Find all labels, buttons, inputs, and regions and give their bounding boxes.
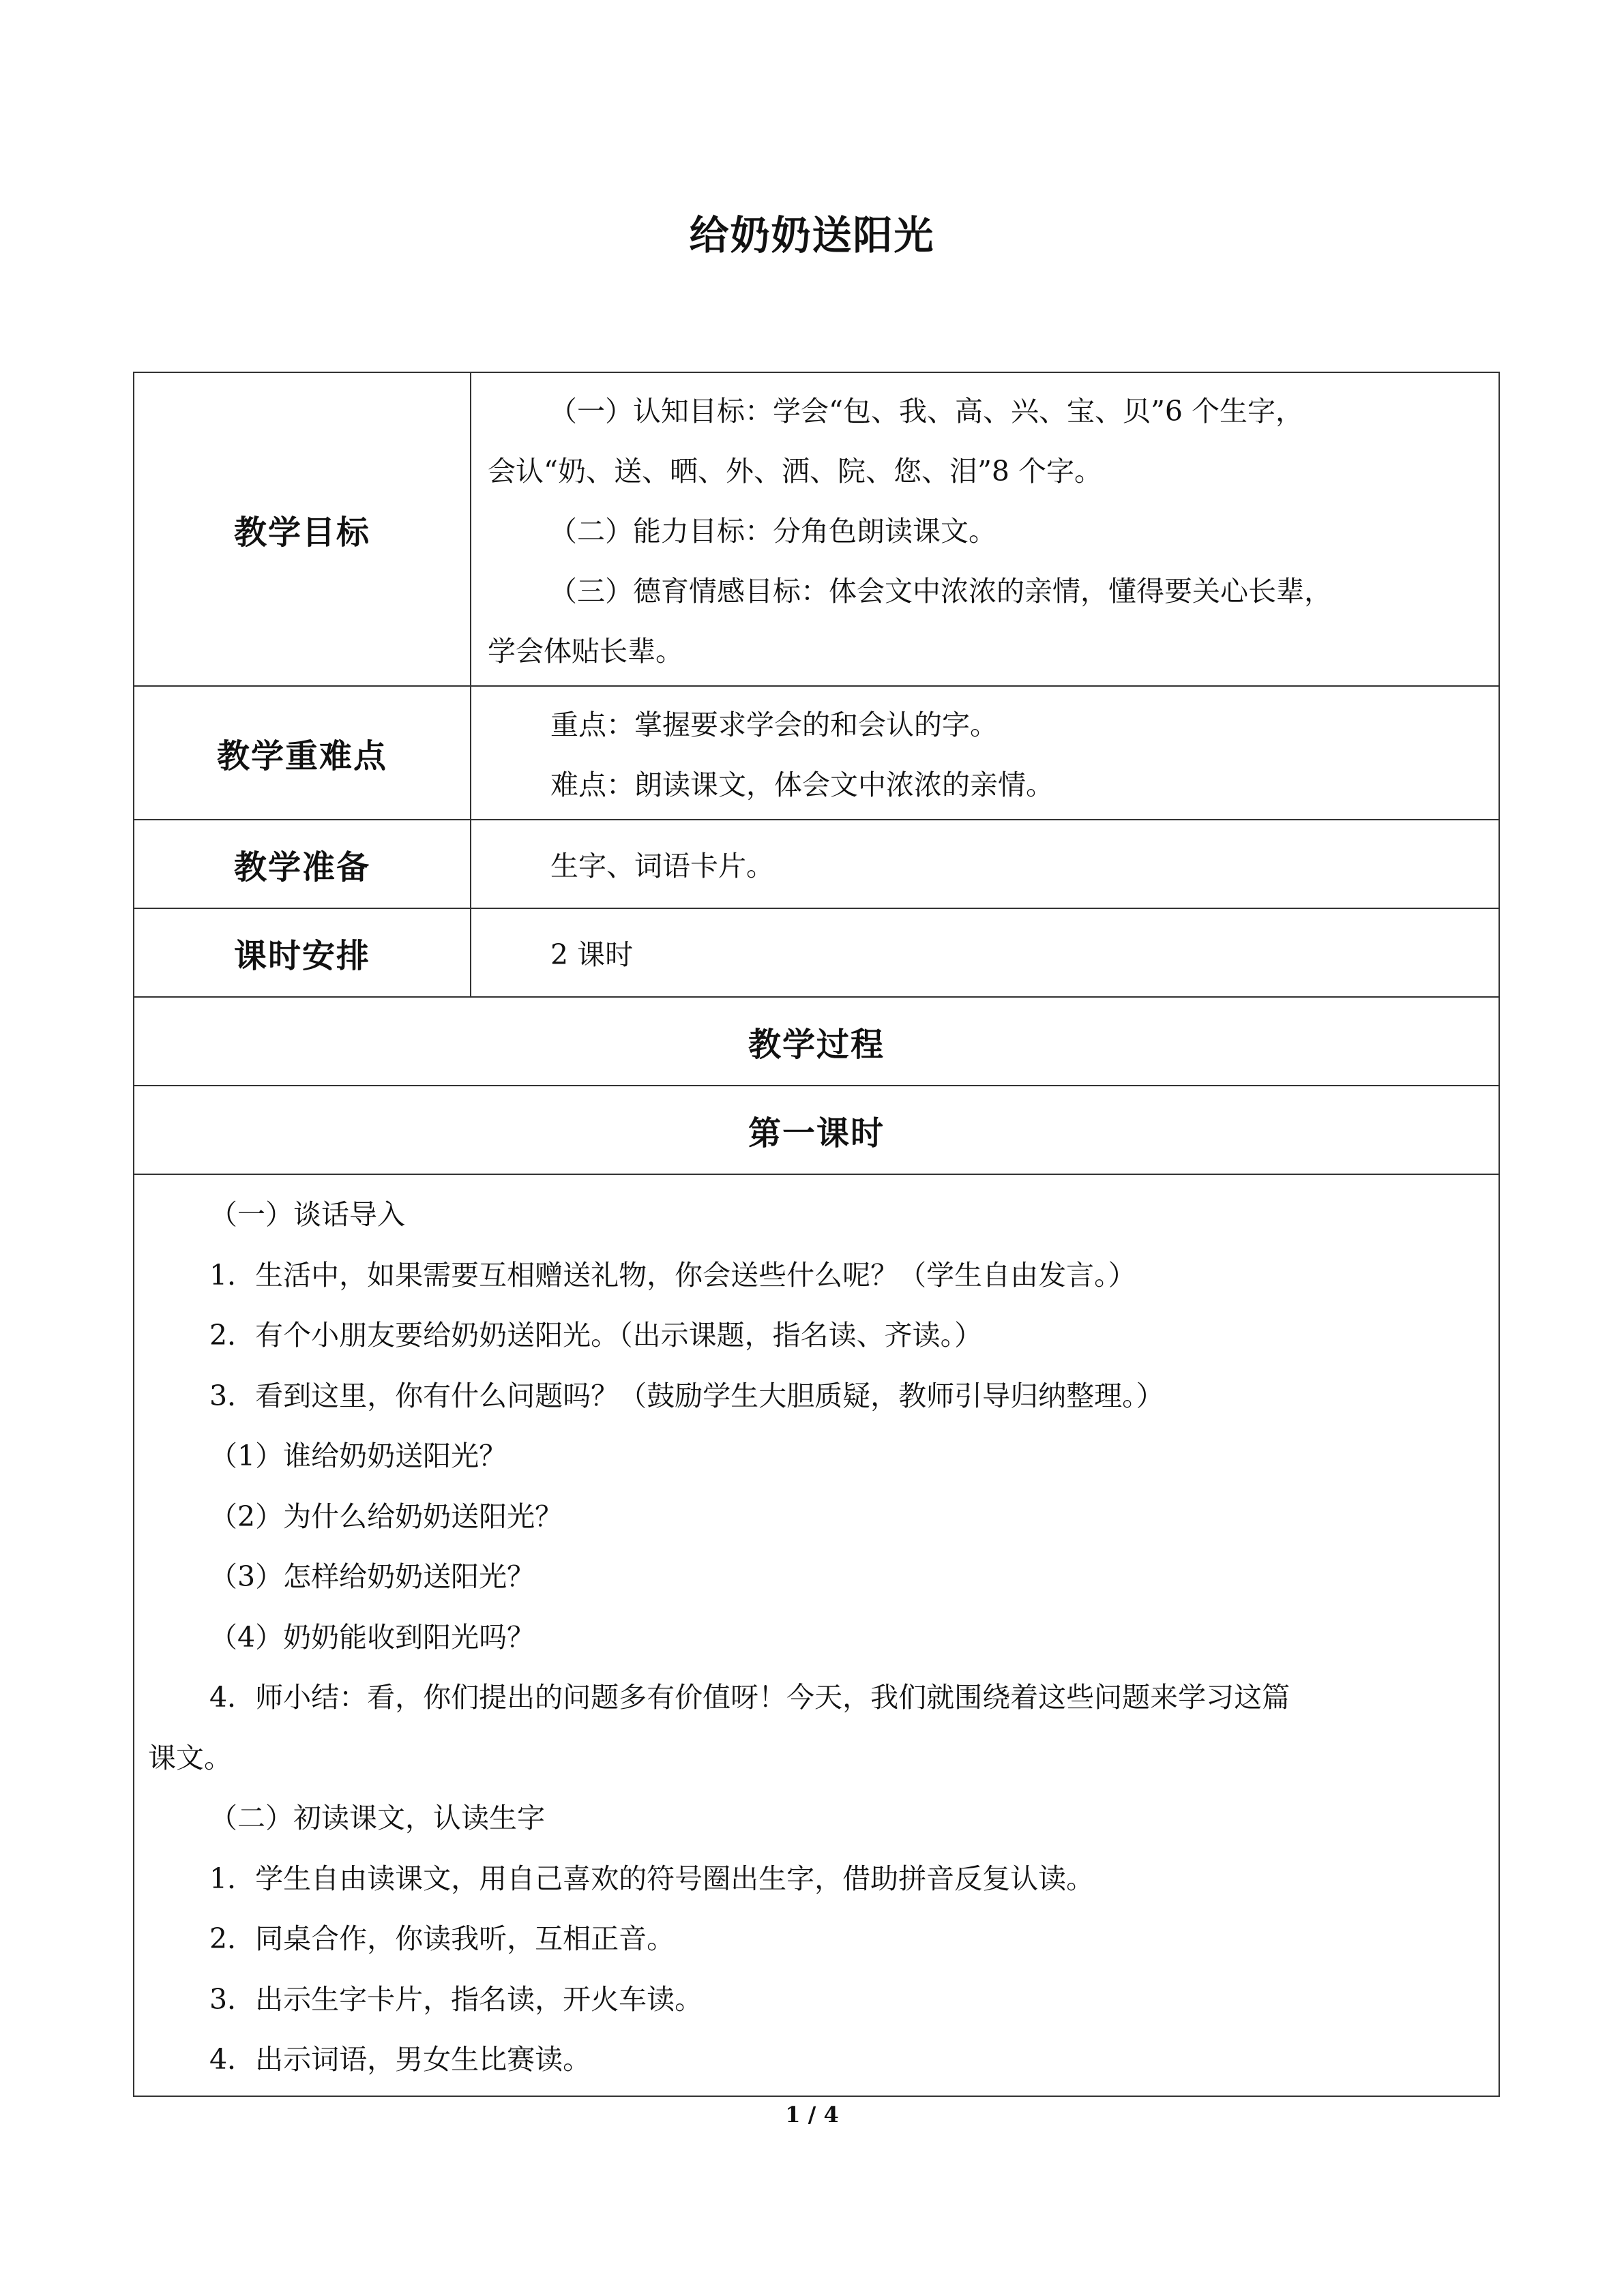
schedule-row <box>134 908 1499 997</box>
key-points-label: 教学重难点 <box>134 686 471 820</box>
preparation-text: 生字、词语卡片。 <box>550 850 774 882</box>
process-line: （3）怎样给奶奶送阳光？ <box>209 1560 535 1593</box>
process-heading-row <box>134 997 1499 1086</box>
process-line: 2．有个小朋友要给奶奶送阳光。（出示课题，指名读、齐读。） <box>209 1319 983 1352</box>
objectives-line: （一）认知目标：学会“包、我、高、兴、宝、贝”6 个生字， <box>549 395 1304 428</box>
page-number: 1 / 4 <box>785 2102 839 2128</box>
process-line: 3．出示生字卡片，指名读，开火车读。 <box>209 1982 703 2016</box>
process-line: （1）谁给奶奶送阳光？ <box>209 1440 507 1472</box>
preparation-row <box>134 820 1499 908</box>
process-line: 1．生活中，如果需要互相赠送礼物，你会送些什么呢？（学生自由发言。） <box>209 1258 1136 1292</box>
process-heading: 教学过程 <box>134 997 1499 1086</box>
process-content-row <box>134 1174 1499 2096</box>
process-line: 课文。 <box>148 1741 232 1774</box>
difficulty-line: 难点：朗读课文，体会文中浓浓的亲情。 <box>550 769 1054 801</box>
objectives-line: 会认“奶、送、晒、外、洒、院、您、泪”8 个字。 <box>488 455 1103 488</box>
objectives-label: 教学目标 <box>134 372 471 686</box>
objectives-row <box>134 372 1499 686</box>
key-point-line: 重点：掌握要求学会的和会认的字。 <box>550 709 998 741</box>
objectives-line: （三）德育情感目标：体会文中浓浓的亲情，懂得要关心长辈， <box>549 575 1332 608</box>
process-line: 4．师小结：看，你们提出的问题多有价值呀！今天，我们就围绕着这些问题来学习这篇 <box>209 1681 1290 1714</box>
process-line: （一）谈话导入 <box>209 1198 405 1231</box>
objectives-line: （二）能力目标：分角色朗读课文。 <box>549 515 996 548</box>
page-title: 给奶奶送阳光 <box>689 212 935 258</box>
process-content <box>134 1174 1499 2096</box>
process-line: （4）奶奶能收到阳光吗？ <box>209 1620 535 1654</box>
process-line: （二）初读课文，认读生字 <box>209 1802 545 1834</box>
objectives-line: 学会体贴长辈。 <box>488 635 683 668</box>
preparation-label: 教学准备 <box>134 820 471 908</box>
process-line: （2）为什么给奶奶送阳光？ <box>209 1500 563 1533</box>
schedule-label: 课时安排 <box>134 908 471 997</box>
objectives-content <box>471 372 1499 686</box>
process-line: 2．同桌合作，你读我听，互相正音。 <box>209 1922 675 1955</box>
lesson-heading: 第一课时 <box>134 1086 1499 1174</box>
process-line: 3．看到这里，你有什么问题吗？（鼓励学生大胆质疑，教师引导归纳整理。） <box>209 1379 1164 1412</box>
preparation-content <box>471 820 1499 908</box>
key-points-row <box>134 686 1499 820</box>
key-points-content <box>471 686 1499 820</box>
process-line: 1．学生自由读课文，用自己喜欢的符号圈出生字，借助拼音反复认读。 <box>209 1862 1095 1895</box>
lesson-plan-table <box>133 372 1500 2097</box>
schedule-content <box>471 908 1499 997</box>
process-line: 4．出示词语，男女生比赛读。 <box>209 2043 591 2076</box>
schedule-text: 2 课时 <box>550 938 634 971</box>
lesson-heading-row <box>134 1086 1499 1174</box>
